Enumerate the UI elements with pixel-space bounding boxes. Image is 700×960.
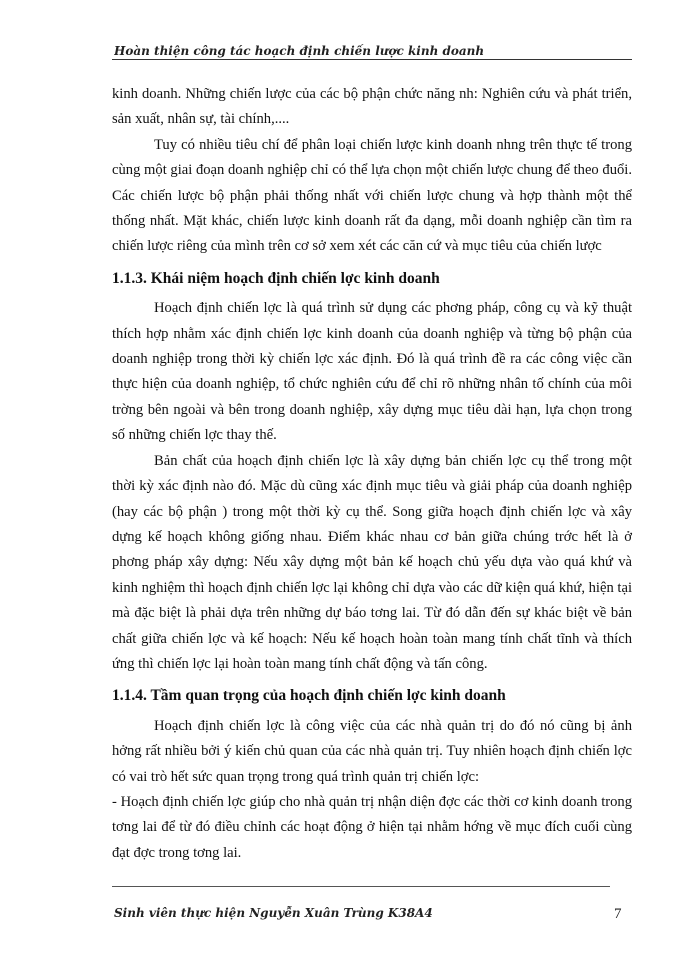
paragraph-4: Bản chất của hoạch định chiến lợc là xây dựng bản chiến lợc cụ thể trong một thời kỳ xác định nào đó. Mặc dù cũng xác định mục tiêu và giải pháp của doanh nghiệp (hay các bộ phận ) trong một thời kỳ cụ thể. Song giữa hoạch định chiến lợc và xây dựng kế hoạch không giống nhau. Điểm khác nhau cơ bản giữa chúng trớc hết là ở phơng pháp xây dựng: Nếu xây dựng một bản kế hoạch chủ yếu dựa vào quá khứ và kinh nghiệm thì hoạch định chiến lợc lại không chỉ dựa vào các dữ kiện quá khứ, hiện tại mà đặc biệt là phải dựa trên những dự báo tơng lai. Từ đó dẫn đến sự khác biệt về bản chất giữa chiến lợc và kế hoạch: Nếu kế hoạch hoàn toàn mang tính chất tĩnh và thích ứng thì chiến lợc lại hoàn toàn mang tính chất động và tấn công.	[112, 452, 632, 672]
paragraph-2: Tuy có nhiều tiêu chí để phân loại chiến lược kinh doanh nhng trên thực tế trong cùng một giai đoạn doanh nghiệp chỉ có thể lựa chọn một chiến lược chung để theo đuổi. Các chiến lược bộ phận phải thống nhất với chiến lược chung và hợp thành một thể thống nhất. Mặt khác, chiến lược kinh doanh rất đa dạng, mỗi doanh nghiệp cần tìm ra chiến lược riêng của mình trên cơ sở xem xét các căn cứ và mục tiêu của chiến lược	[112, 136, 632, 255]
paragraph-1: kinh doanh. Những chiến lược của các bộ phận chức năng nh: Nghiên cứu và phát triển, sản xuất, nhân sự, tài chính,....	[112, 86, 632, 128]
section-heading-1-1-3: 1.1.3. Khái niệm hoạch định chiến lợc kinh doanh	[112, 269, 440, 287]
paragraph-3: Hoạch định chiến lợc là quá trình sử dụng các phơng pháp, công cụ và kỹ thuật thích hợp nhằm xác định chiến lợc kinh doanh của doanh nghiệp và từng bộ phận của doanh nghiệp trong thời kỳ chiến lợc xác định. Đó là quá trình đề ra các công việc cần thực hiện của doanh nghiệp, tổ chức nghiên cứu để chỉ rõ những nhân tố chính của môi trờng bên ngoài và bên trong doanh nghiệp, xây dựng mục tiêu dài hạn, lựa chọn trong số những chiến lợc thay thế.	[112, 300, 632, 444]
footer-rule	[112, 886, 610, 887]
header-rule	[112, 59, 632, 60]
paragraph-5: Hoạch định chiến lợc là công việc của các nhà quản trị do đó nó cũng bị ảnh hởng rất nhiều bởi ý kiến chủ quan của các nhà quản trị. Tuy nhiên hoạch định chiến lợc có vai trò hết sức quan trọng trong quá trình quản trị chiến lợc:	[112, 717, 632, 785]
running-header: Hoàn thiện công tác hoạch định chiến lược kinh doanh	[114, 44, 485, 58]
paragraph-6: - Hoạch định chiến lợc giúp cho nhà quản trị nhận diện đợc các thời cơ kinh doanh trong tơng lai để từ đó điều chỉnh các hoạt động ở hiện tại nhằm hớng về mục đích cuối cùng đạt đợc trong tơng lai.	[112, 793, 632, 861]
body-text	[112, 82, 632, 866]
section-heading-1-1-4: 1.1.4. Tầm quan trọng của hoạch định chiến lợc kinh doanh	[112, 687, 506, 705]
page-number: 7	[614, 906, 622, 922]
footer-author: Sinh viên thực hiện Nguyễn Xuân Trùng K38A4	[114, 906, 433, 920]
